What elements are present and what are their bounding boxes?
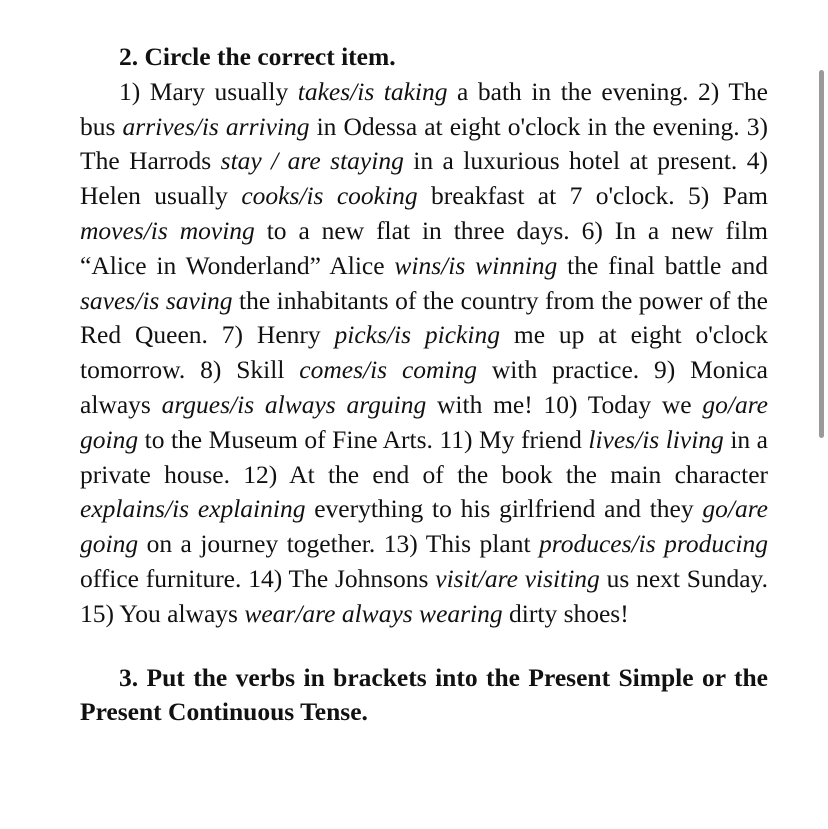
sentence-text: to the Museum of Fine Arts. <box>138 424 440 454</box>
sentence-text: us next Sunday. <box>599 563 768 593</box>
answer-option[interactable]: picks/is picking <box>334 320 500 350</box>
answer-option[interactable]: takes/is taking <box>297 76 448 106</box>
sentence-text: in Odessa at eight o'clock in the evening. <box>309 111 747 141</box>
section-3-heading: 3. Put the verbs in brackets into the Present Simple or the Present Continuous Tense. <box>80 662 768 727</box>
sentence-text: in a private house. <box>80 424 768 489</box>
answer-option[interactable]: cooks/is cooking <box>241 181 418 211</box>
answer-option[interactable]: wins/is winning <box>394 250 558 280</box>
sentence-text: 13) This plant <box>383 529 540 559</box>
answer-option[interactable]: wear/are always wearing <box>244 598 503 628</box>
section-2-heading: 2. Circle the correct item. <box>119 42 396 71</box>
vertical-scrollbar[interactable] <box>819 70 824 438</box>
sentence-text: 10) Today we <box>543 389 703 419</box>
sentence-text: office furniture. <box>80 563 249 593</box>
answer-option[interactable]: argues/is always arguing <box>161 389 427 419</box>
sentence-text: on a journey together. <box>138 529 384 559</box>
sentence-text: 1) Mary usually <box>119 76 298 106</box>
sentence-text: 5) Pam <box>688 181 768 211</box>
sentence-text: 6) In a new film “Alice in Wonderland” Alice <box>80 215 769 280</box>
sentence-text: 7) Henry <box>221 320 335 350</box>
sentence-text: 11) My friend <box>439 424 589 454</box>
answer-option[interactable]: produces/is producing <box>539 529 769 559</box>
sentence-text: breakfast at 7 o'clock. <box>417 181 689 211</box>
sentence-text: 2) The bus <box>80 76 768 141</box>
sentence-text: with me! <box>426 389 544 419</box>
sentence-text: me up at eight o'clock tomorrow. <box>80 320 769 385</box>
answer-option[interactable]: moves/is moving <box>80 215 255 245</box>
sentence-text: 4) Helen usually <box>80 146 768 211</box>
document-page <box>80 40 768 730</box>
answer-option[interactable]: saves/is saving <box>80 285 233 315</box>
sentence-text: 3) The Harrods <box>80 111 768 176</box>
sentence-text: in a luxurious hotel at present. <box>403 146 747 176</box>
answer-option[interactable]: arrives/is arriving <box>122 111 310 141</box>
sentence-text: with practice. <box>477 355 654 385</box>
sentence-text: everything to his girlfriend and they <box>305 494 703 524</box>
answer-option[interactable]: lives/is living <box>588 424 724 454</box>
sentence-text: 14) The Johnsons <box>248 563 436 593</box>
answer-option[interactable]: go/are going <box>80 389 768 454</box>
sentence-text: 15) You always <box>80 598 245 628</box>
answer-option[interactable]: comes/is coming <box>299 355 478 385</box>
answer-option[interactable]: visit/are visiting <box>435 563 600 593</box>
sentence-text: the final battle and <box>557 250 768 280</box>
sentence-text: dirty shoes! <box>502 598 629 628</box>
answer-option[interactable]: stay / are staying <box>220 146 404 176</box>
sentence-text: a bath in the evening. <box>447 76 699 106</box>
answer-option[interactable]: go/are going <box>80 494 768 559</box>
sentence-text: 8) Skill <box>200 355 300 385</box>
answer-option[interactable]: explains/is explaining <box>80 494 306 524</box>
sentence-text: to a new flat in three days. <box>254 215 582 245</box>
exercise-2-paragraph <box>80 75 768 632</box>
sentence-text: 12) At the end of the book the main character <box>243 459 769 489</box>
sentence-text: the inhabitants of the country from the power of the Red Queen. <box>80 285 769 350</box>
sentence-text: 9) Monica always <box>80 355 768 419</box>
